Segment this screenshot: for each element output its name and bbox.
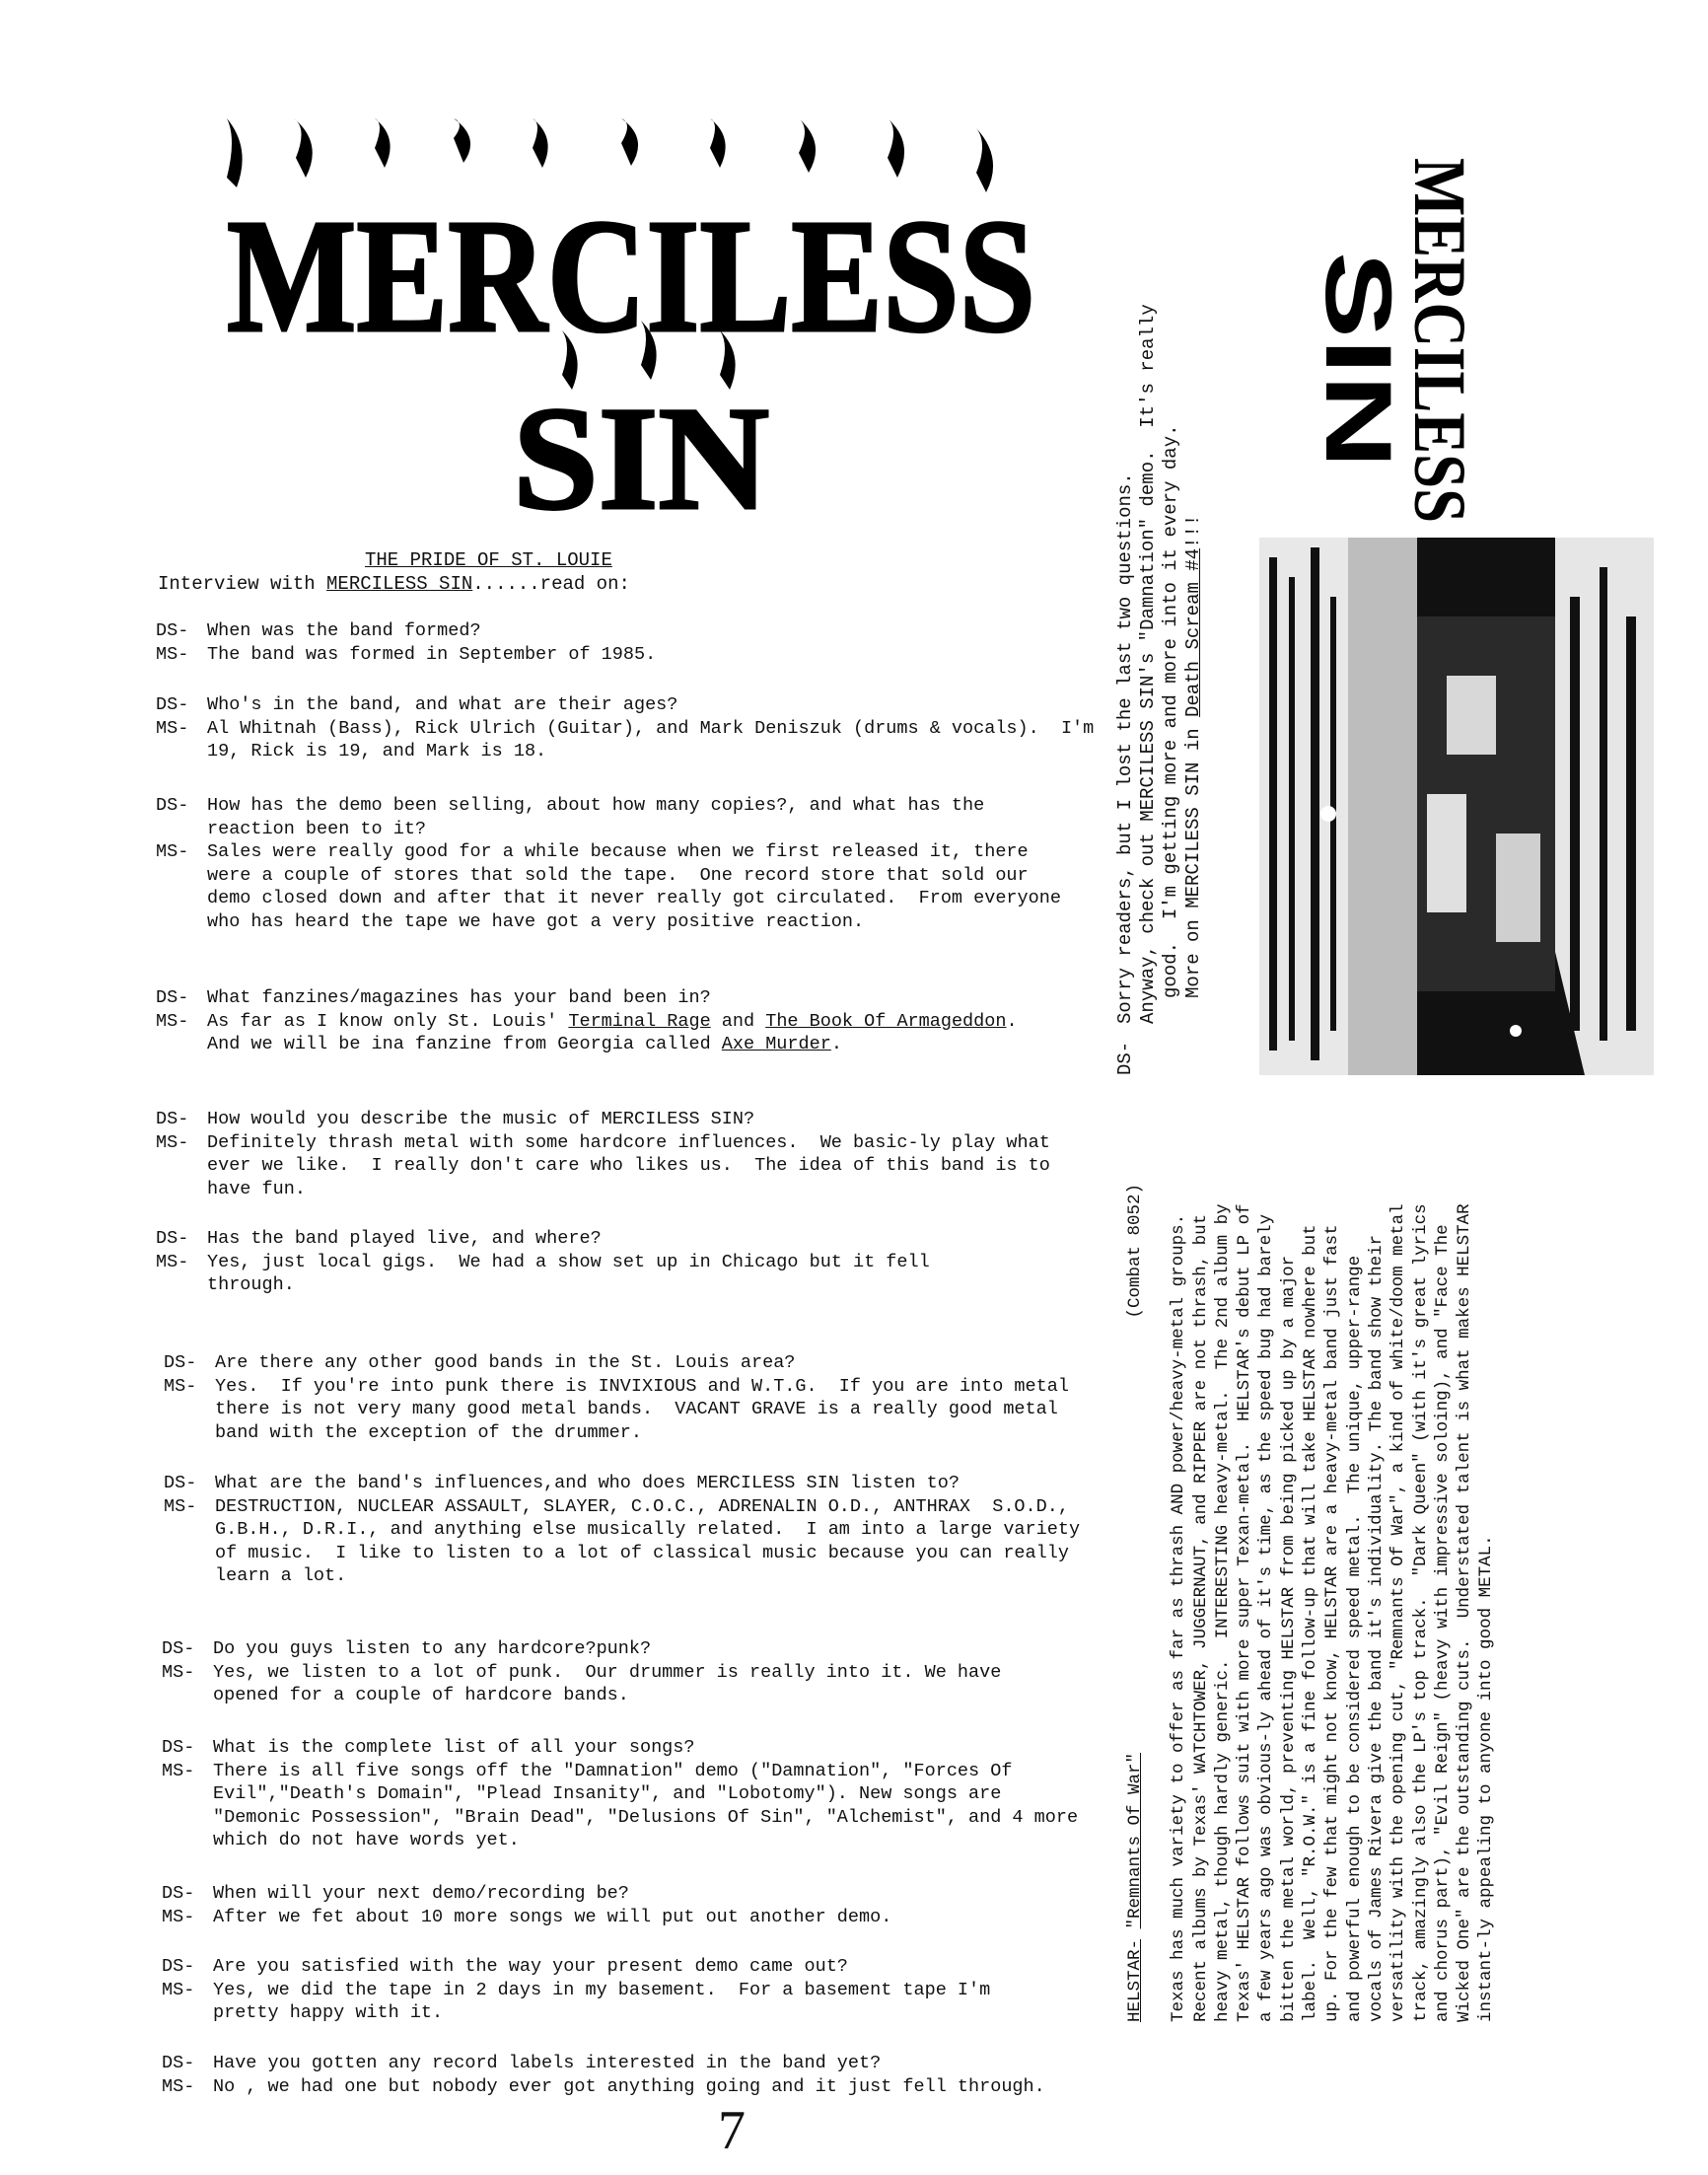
question: Have you gotten any record labels interested in the band yet? <box>213 2053 882 2073</box>
question: When was the band formed? <box>207 620 481 641</box>
question: What is the complete list of all your songs? <box>213 1737 695 1758</box>
question: Do you guys listen to any hardcore?punk? <box>213 1638 652 1659</box>
qa-block: DS- How would you describe the music of MERCILESS SIN? MS- Definitely thrash metal with some hardcore influences. We basic-ly play what ever we like. I really don't care who likes us. The idea of this band is to have fun. <box>156 1108 1063 1200</box>
question: What are the band's influences,and who does MERCILESS SIN listen to? <box>215 1473 960 1493</box>
question: What fanzines/magazines has your band been in? <box>207 987 711 1008</box>
qa-block: DS- Have you gotten any record labels interested in the band yet? MS- No , we had one but nobody ever got anything going and it just fell through. <box>162 2053 1045 2097</box>
photo-graphic <box>1259 538 1654 1075</box>
question: How has the demo been selling, about how many copies?, and what has the reaction been to it? <box>207 795 996 839</box>
qa-block: DS- Are you satisfied with the way your present demo came out? MS- Yes, we did the tape in 2 days in my basement. For a basement tape I'm pretty happy with it. <box>162 1955 1049 2025</box>
review-band: HELSTAR- <box>1125 1938 1145 2022</box>
note-line: Anyway, check out MERCILESS SIN's "Damnation" demo. It's really <box>1137 304 1159 1024</box>
interview-title: THE PRIDE OF ST. LOUIE <box>365 549 612 571</box>
qa-block: DS- Who's in the band, and what are their ages? MS- Al Whitnah (Bass), Rick Ulrich (Guitar), and Mark Deniszuk (drums & vocals). I'm 19, Rick is 19, and Mark is 18. <box>156 694 1105 761</box>
answer: As far as I know only St. Louis' Terminal Rage and The Book Of Armageddon. And we will be ina fanzine from Georgia called Axe Murder. <box>207 1010 1039 1054</box>
question: Are you satisfied with the way your present demo came out? <box>213 1956 848 1977</box>
band-name: MERCILESS SIN <box>326 573 473 595</box>
fanzine-terminal-rage: Terminal Rage <box>568 1010 711 1032</box>
fanzine-axe-murder: Axe Murder <box>721 1034 831 1054</box>
death-scream-reference: Death Scream #4 <box>1182 547 1204 717</box>
answer: After we fet about 10 more songs we will put out another demo. <box>213 1906 892 1927</box>
qa-block: DS- Has the band played live, and where? MS- Yes, just local gigs. We had a show set up in Chicago but it fell through. <box>156 1227 1024 1297</box>
answer: DESTRUCTION, NUCLEAR ASSAULT, SLAYER, C.O.C., ADRENALIN O.D., ANTHRAX S.O.D., G.B.H., D.R.I., and anything else musically related. I am into a large variety of music. I like to listen to a lot of classical music because you can really learn a lot. <box>215 1495 1092 1586</box>
answer: Yes, we listen to a lot of punk. Our drummer is really into it. We have opened for a couple of hardcore bands. <box>213 1661 1013 1705</box>
qa-block: DS- What is the complete list of all your songs? MS- There is all five songs off the "Damnation" demo ("Damnation", "Forces Of Evil","Death's Domain", "Plead Insanity", and "Lobotomy"). New songs are "Demonic Possession", "Brain Dead", "Delusions Of Sin", "Alchemist", and 4 more which do not have words yet. <box>162 1737 1090 1850</box>
answer: Definitely thrash metal with some hardcore influences. We basic-ly play what ever we like. I really don't care who likes us. The idea of this band is to have fun. <box>207 1131 1061 1199</box>
qa-block: DS- Are there any other good bands in the St. Louis area? MS- Yes. If you're into punk there is INVIXIOUS and W.T.G. If you are into metal there is not very many good metal bands. VACANT GRAVE is a really good metal band with the exception of the drummer. <box>164 1351 1091 1444</box>
answer: Yes, just local gigs. We had a show set up in Chicago but it fell through. <box>207 1251 941 1295</box>
qa-block: DS- When was the band formed? MS- The band was formed in September of 1985. <box>156 620 657 665</box>
question: How would you describe the music of MERCILESS SIN? <box>207 1109 755 1129</box>
answer: Al Whitnah (Bass), Rick Ulrich (Guitar), and Mark Deniszuk (drums & vocals). I'm 19, Rick is 19, and Mark is 18. <box>207 717 1105 761</box>
band-live-photo <box>1259 538 1654 1075</box>
logo-small-line2: SIN <box>1306 252 1410 408</box>
merciless-sin-logo <box>207 118 1055 541</box>
answer: There is all five songs off the "Damnation" demo ("Damnation", "Forces Of Evil","Death's Domain", "Plead Insanity", and "Lobotomy"). New songs are "Demonic Possession", "Brain Dead", "Delusions Of Sin", "Alchemist", and 4 more which do not have words yet. <box>213 1760 1090 1850</box>
logo-small-line1: MERCILESS <box>1398 158 1480 594</box>
note-line: Sorry readers, but I lost the last two questions. <box>1114 472 1136 1024</box>
answer: Sales were really good for a while because when we first released it, there were a couple of stores that sold the tape. One record store that sold our demo closed down and after that it never really got circulated. From everyone who has heard the tape we have got a very positive reaction. <box>207 841 1073 932</box>
question: When will your next demo/recording be? <box>213 1883 629 1904</box>
helstar-review <box>1124 1184 1558 2022</box>
qa-block: DS- What are the band's influences,and who does MERCILESS SIN listen to? MS- DESTRUCTION, NUCLEAR ASSAULT, SLAYER, C.O.C., ADRENALIN O.D., ANTHRAX S.O.D., G.B.H., D.R.I., and anything else musically related. I am into a large variety of music. I like to listen to a lot of classical music because you can really learn a lot. <box>164 1473 1092 1586</box>
question: Has the band played live, and where? <box>207 1228 602 1249</box>
answer: Yes, we did the tape in 2 days in my basement. For a basement tape I'm pretty happy with it. <box>213 1979 1002 2023</box>
editor-note: DS- Sorry readers, but I lost the last two questions. Anyway, check out MERCILESS SIN's "Damnation" demo. It's really good. I'm getting more and more into it every day. More on MERCILESS SIN in Death Scream #4!!! <box>1114 187 1272 1075</box>
note-line: good. I'm getting more and more into it every day. <box>1160 424 1181 998</box>
interview-intro: Interview with MERCILESS SIN......read on: <box>158 573 630 595</box>
review-title <box>1124 1753 1146 2022</box>
answer: The band was formed in September of 1985. <box>207 643 657 665</box>
merciless-sin-logo-small <box>1302 148 1499 594</box>
qa-block: DS- How has the demo been selling, about how many copies?, and what has the reaction been to it? MS- Sales were really good for a while because when we first released it, there were a couple of stores that sold the tape. One record store that sold our demo closed down and after that it never really got circulated. From everyone who has heard the tape we have got a very positive reaction. <box>156 795 1073 932</box>
logo-line1: MERCILESS <box>227 185 1035 366</box>
review-album: "Remnants Of War" <box>1125 1752 1145 1929</box>
answer: No , we had one but nobody ever got anything going and it just fell through. <box>213 2075 1045 2097</box>
logo-line2: SIN <box>513 377 769 541</box>
qa-block: DS- When will your next demo/recording be? MS- After we fet about 10 more songs we will put out another demo. <box>162 1883 892 1927</box>
review-label: (Combat 8052) <box>1125 1184 1145 1319</box>
answer: Yes. If you're into punk there is INVIXIOUS and W.T.G. If you are into metal there is not very many good metal bands. VACANT GRAVE is a really good metal band with the exception of the drummer. <box>215 1375 1081 1443</box>
qa-block: DS- Do you guys listen to any hardcore?punk? MS- Yes, we listen to a lot of punk. Our drummer is really into it. We have opened for a couple of hardcore bands. <box>162 1637 1069 1707</box>
page-number: 7 <box>718 2100 746 2161</box>
note-line: More on MERCILESS SIN in Death Scream #4!!! <box>1182 514 1204 998</box>
interview-header <box>158 548 848 596</box>
question: Are there any other good bands in the St. Louis area? <box>215 1352 796 1373</box>
review-header <box>1124 1184 1146 2022</box>
fanzine-book-of-armageddon: The Book Of Armageddon <box>765 1010 1007 1032</box>
qa-block: DS- What fanzines/magazines has your band been in? MS- As far as I know only St. Louis' Terminal Rage and The Book Of Armageddon. And we will be ina fanzine from Georgia called Axe Murder. <box>156 986 1063 1056</box>
question: Who's in the band, and what are their ages? <box>207 694 678 715</box>
review-body: Texas has much variety to offer as far as thrash AND power/heavy-metal groups. Recent albums by Texas' WATCHTOWER, JUGGERNAUT, and RIPPER are not thrash, but heavy metal, though hardly generic. INTERESTING heavy-metal. The 2nd album by Texas' HELSTAR follows suit with more super Texan-metal. HELSTAR's debut LP of a few years ago was obvious-ly ahead of it's time, as the speed bug had barely bitten the metal world, preventing HELSTAR from being picked up by a major label. Well, "R.O.W." is a fine follow-up that will take HELSTAR nowhere but up. For the few that might not know, HELSTAR are a heavy-metal band just fast and powerful enough to be considered speed metal. The unique, upper-range vocals of James Rivera give the band it's individuality. The band show their versatility with the opening cut, "Remnants Of War", a kind of white/doom metal track, amazingly also the LP's top track. "Dark Queen" (with it's great lyrics and chorus part), "Evil Reign" (heavy with impressive soloing), and "Face The Wicked One" are the outstanding cuts. Understated talent is what makes HELSTAR instant-ly appealing to anyone into good METAL. <box>1169 1193 1497 2022</box>
